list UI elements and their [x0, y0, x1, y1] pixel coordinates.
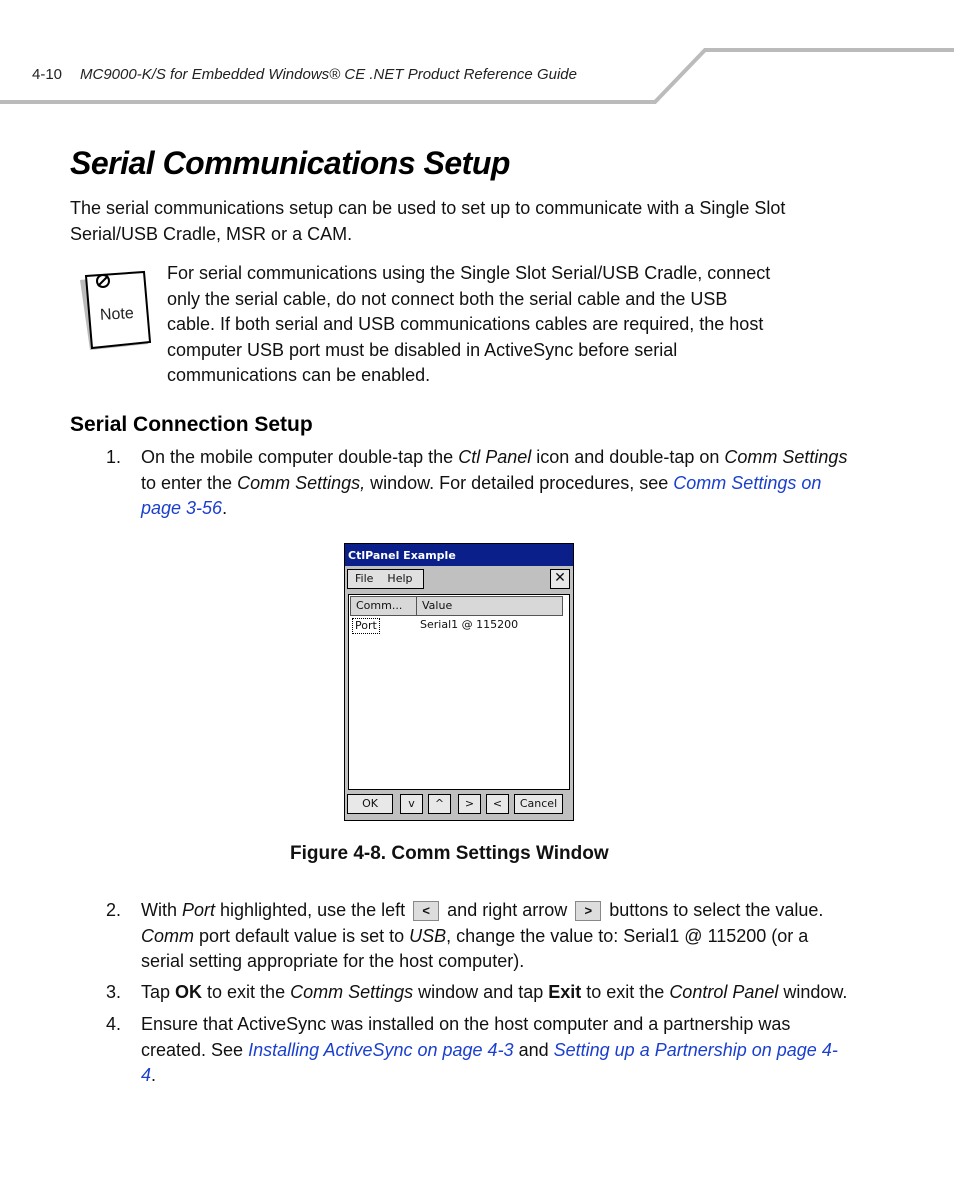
step-3-text: to exit the: [202, 982, 291, 1002]
installing-activesync-link[interactable]: Installing ActiveSync on page 4-3: [248, 1039, 514, 1060]
note-icon: [78, 270, 154, 354]
close-button[interactable]: ✕: [550, 569, 570, 589]
step-2: [141, 898, 851, 975]
partnership-link[interactable]: Setting up a Partnership on page 4-4: [141, 1039, 838, 1085]
step-3-comm-settings: Comm Settings: [290, 982, 414, 1002]
step-4-text: and: [513, 1039, 554, 1060]
step-3-text: window and tap: [413, 982, 549, 1002]
step-2-text: highlighted, use the left: [215, 900, 411, 920]
menu-help[interactable]: Help: [387, 572, 413, 585]
up-button[interactable]: ^: [428, 794, 451, 814]
step-2-port: Port: [182, 900, 216, 920]
step-3-exit: Exit: [548, 982, 582, 1002]
right-arrow-button[interactable]: >: [458, 794, 481, 814]
right-arrow-icon: >: [575, 901, 601, 921]
note-icon-label: Note: [99, 305, 135, 324]
subsection-title: Serial Connection Setup: [70, 413, 313, 436]
ctlpanel-window-screenshot: [344, 543, 574, 821]
menu-file[interactable]: File: [355, 572, 374, 585]
step-3-text: window.: [778, 982, 848, 1002]
step-2-text: With: [141, 900, 183, 920]
step-1-comm-settings-window: Comm Settings,: [237, 472, 366, 493]
step-1-text: On the mobile computer double-tap the: [141, 447, 459, 467]
step-4-text: .: [151, 1065, 157, 1085]
step-4-number: 4.: [106, 1014, 122, 1034]
step-2-comm: Comm: [141, 925, 194, 946]
step-2-text: and right arrow: [442, 900, 573, 920]
window-title: CtlPanel Example: [345, 544, 573, 566]
step-1-ctl-panel: Ctl Panel: [458, 447, 532, 467]
row-port-name[interactable]: Port: [352, 618, 380, 634]
step-2-text: port default value is set to: [194, 925, 410, 946]
step-1-number: 1.: [106, 447, 122, 467]
step-1-text: .: [222, 498, 228, 518]
menu-bar: [347, 569, 424, 589]
step-3-ok: OK: [175, 982, 203, 1002]
step-3: [141, 980, 851, 1006]
ok-button[interactable]: OK: [347, 794, 393, 814]
settings-list: [348, 594, 570, 790]
cancel-button[interactable]: Cancel: [514, 794, 563, 814]
comm-settings-link[interactable]: Comm Settings on page 3-56: [141, 472, 822, 518]
left-arrow-button[interactable]: <: [486, 794, 509, 814]
figure-caption: Figure 4-8. Comm Settings Window: [290, 843, 609, 864]
step-1-comm-settings: Comm Settings: [724, 447, 848, 467]
step-1-text: to enter the: [141, 472, 238, 493]
step-4: [141, 1012, 851, 1089]
step-4-text: Ensure that ActiveSync was installed on the host computer and a partnership was created. See: [141, 1014, 791, 1060]
step-3-control-panel: Control Panel: [669, 982, 779, 1002]
guide-title: MC9000-K/S for Embedded Windows® CE .NET Product Reference Guide: [80, 66, 577, 83]
step-2-text: buttons to select the value.: [604, 900, 824, 920]
step-1-text: icon and double-tap on: [531, 447, 725, 467]
left-arrow-icon: <: [413, 901, 439, 921]
step-3-text: to exit the: [581, 982, 670, 1002]
column-header-comm[interactable]: Comm...: [350, 596, 417, 616]
step-2-number: 2.: [106, 900, 122, 920]
step-3-text: Tap: [141, 982, 176, 1002]
step-2-usb: USB: [409, 925, 447, 946]
step-3-number: 3.: [106, 982, 122, 1002]
note-text: For serial communications using the Single Slot Serial/USB Cradle, connect only the serial cable, do not connect both the serial cable and the USB cable. If both serial and USB communications cables are required, the host computer USB port must be disabled in ActiveSync before serial communications can be enabled.: [167, 263, 771, 385]
step-1: [141, 445, 851, 522]
intro-paragraph: The serial communications setup can be used to set up to communicate with a Single Slot Serial/USB Cradle, MSR or a CAM.: [70, 198, 786, 244]
step-1-text: window. For detailed procedures, see: [365, 472, 674, 493]
column-header-value[interactable]: Value: [416, 596, 563, 616]
section-title: Serial Communications Setup: [70, 145, 510, 181]
down-button[interactable]: v: [400, 794, 423, 814]
row-port-value: Serial1 @ 115200: [420, 618, 519, 631]
step-2-text: , change the value to: Serial1 @ 115200 (or a serial setting appropriate for the host computer).: [141, 925, 809, 971]
page-number: 4-10: [32, 66, 63, 83]
